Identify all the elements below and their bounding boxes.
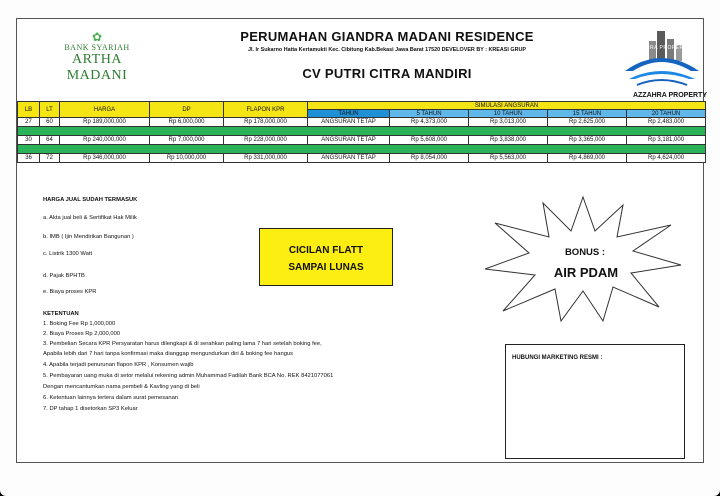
cell-harga: Rp 189,000,000 xyxy=(60,118,150,127)
cell-lb: 36 xyxy=(18,154,40,163)
subheader-5-tahun: 5 TAHUN xyxy=(390,110,469,118)
cell-5-tahun: Rp 4,373,000 xyxy=(390,118,469,127)
cell-lt: 64 xyxy=(40,136,60,145)
cell-harga: Rp 346,000,000 xyxy=(60,154,150,163)
property-name: AZZAHRA PROPERTY xyxy=(632,92,707,99)
cell-5-tahun: Rp 5,608,000 xyxy=(390,136,469,145)
leaf-icon: ✿ xyxy=(91,30,103,44)
promo-line-2: SAMPAI LUNAS xyxy=(288,262,364,273)
cell-5-tahun: Rp 8,054,000 xyxy=(390,154,469,163)
cell-lt: 60 xyxy=(40,118,60,127)
ketentuan-item: 6. Ketentuan lainnya tertera dalam surat pemesanan xyxy=(43,395,179,401)
cell-15-tahun: Rp 2,625,000 xyxy=(548,118,627,127)
cell-flapon: Rp 331,000,000 xyxy=(224,154,308,163)
cell-lb: 27 xyxy=(18,118,40,127)
brochure-frame xyxy=(16,18,707,463)
cell-flapon: Rp 228,000,000 xyxy=(224,136,308,145)
col-header-simulasi: SIMULASI ANGSURAN xyxy=(308,102,706,110)
bonus-value: AIR PDAM xyxy=(553,265,619,280)
ketentuan-item: 1. Boking Fee Rp 1,000,000 xyxy=(43,321,116,327)
cell-lb: 30 xyxy=(18,136,40,145)
ketentuan-item: Apabila lebih dari 7 hari tanpa konfirmasi maka dianggap mengundurkan diri & boking fee hangus xyxy=(43,351,294,357)
contact-label: HUBUNGI MARKETING RESMI : xyxy=(512,355,603,361)
col-header-dp: DP xyxy=(150,102,224,118)
bonus-label: BONUS : xyxy=(564,247,606,258)
subheader-tahun: TAHUN xyxy=(308,110,390,118)
cell-lt: 72 xyxy=(40,154,60,163)
cell-20-tahun: Rp 2,483,000 xyxy=(627,118,706,127)
subheader-10-tahun: 10 TAHUN xyxy=(469,110,548,118)
included-item: b. IMB ( Ijin Mendirikan Bangunan ) xyxy=(43,234,134,240)
address-line: Jl. Ir Sukarno Hatta Kertamukti Kec. Cibitung Kab.Bekasi Jawa Barat 17520 DEVELOVER BY : KREASI GRUP xyxy=(248,47,526,53)
table-row xyxy=(18,154,706,163)
included-item: a. Akta jual beli & Sertifikat Hak Milik xyxy=(43,215,137,221)
included-item: c. Listrik 1300 Watt xyxy=(43,251,93,257)
ketentuan-item: 7. DP tahap 1 disetorkan SP3 Keluar xyxy=(43,406,138,412)
col-header-lb: LB xyxy=(18,102,40,118)
table-row xyxy=(18,136,706,145)
cell-tahun: ANGSURAN TETAP xyxy=(308,154,390,163)
col-header-lt: LT xyxy=(40,102,60,118)
included-title: HARGA JUAL SUDAH TERMASUK xyxy=(43,197,138,203)
bank-logo xyxy=(47,31,147,84)
ketentuan-item: 5. Pembayaran uang muka di setor melalui rekening admin Muhammad Fadilah Bank BCA No. REK 8421077061 xyxy=(43,373,334,379)
ketentuan-item: 2. Biaya Proses Rp 2,000,000 xyxy=(43,331,121,337)
ketentuan-item: 3. Pembelian Secara KPR Persyaratan harus dilengkapi & di serahkan paling lama 7 hari setelah boking fee, xyxy=(43,341,322,347)
ketentuan-item: Dengan mencantumkan nama pembeli & Kavling yang di beli xyxy=(43,384,200,390)
cell-tahun: ANGSURAN TETAP xyxy=(308,118,390,127)
logo-watermark-text: AZZAHRA PROPERTY xyxy=(631,45,691,51)
cell-flapon: Rp 178,000,000 xyxy=(224,118,308,127)
cell-15-tahun: Rp 3,365,000 xyxy=(548,136,627,145)
separator-row xyxy=(18,127,706,136)
cell-harga: Rp 240,000,000 xyxy=(60,136,150,145)
promo-line-1: CICILAN FLATT xyxy=(288,245,364,256)
separator-row xyxy=(18,145,706,154)
bank-logo-name: ARTHA MADANI xyxy=(66,52,128,83)
company-name: CV PUTRI CITRA MANDIRI xyxy=(302,66,472,81)
included-item: e. Biaya proses KPR xyxy=(43,289,97,295)
subheader-15-tahun: 15 TAHUN xyxy=(548,110,627,118)
cell-15-tahun: Rp 4,869,000 xyxy=(548,154,627,163)
cell-20-tahun: Rp 4,624,000 xyxy=(627,154,706,163)
col-header-harga: HARGA xyxy=(60,102,150,118)
starburst-shape xyxy=(483,195,683,325)
promo-box xyxy=(259,228,393,286)
ketentuan-item: 4. Apabila terjadi penurunan flapon KPR , Konsumen wajib xyxy=(43,362,194,368)
cell-20-tahun: Rp 3,181,000 xyxy=(627,136,706,145)
building-icon xyxy=(619,27,703,93)
bank-logo-top: BANK SYARIAH xyxy=(64,43,130,52)
cell-tahun: ANGSURAN TETAP xyxy=(308,136,390,145)
col-header-flapon: FLAPON KPR xyxy=(224,102,308,118)
cell-dp: Rp 10,000,000 xyxy=(150,154,224,163)
price-table xyxy=(17,101,706,163)
cell-10-tahun: Rp 5,563,000 xyxy=(469,154,548,163)
contact-box xyxy=(505,344,685,459)
table-row xyxy=(18,118,706,127)
cell-10-tahun: Rp 3,838,000 xyxy=(469,136,548,145)
cell-dp: Rp 6,000,000 xyxy=(150,118,224,127)
subheader-20-tahun: 20 TAHUN xyxy=(627,110,706,118)
cell-dp: Rp 7,000,000 xyxy=(150,136,224,145)
page-title: PERUMAHAN GIANDRA MADANI RESIDENCE xyxy=(240,29,534,44)
included-item: d. Pajak BPHTB xyxy=(43,273,85,279)
ketentuan-title: KETENTUAN xyxy=(43,311,79,317)
cell-10-tahun: Rp 3,013,000 xyxy=(469,118,548,127)
